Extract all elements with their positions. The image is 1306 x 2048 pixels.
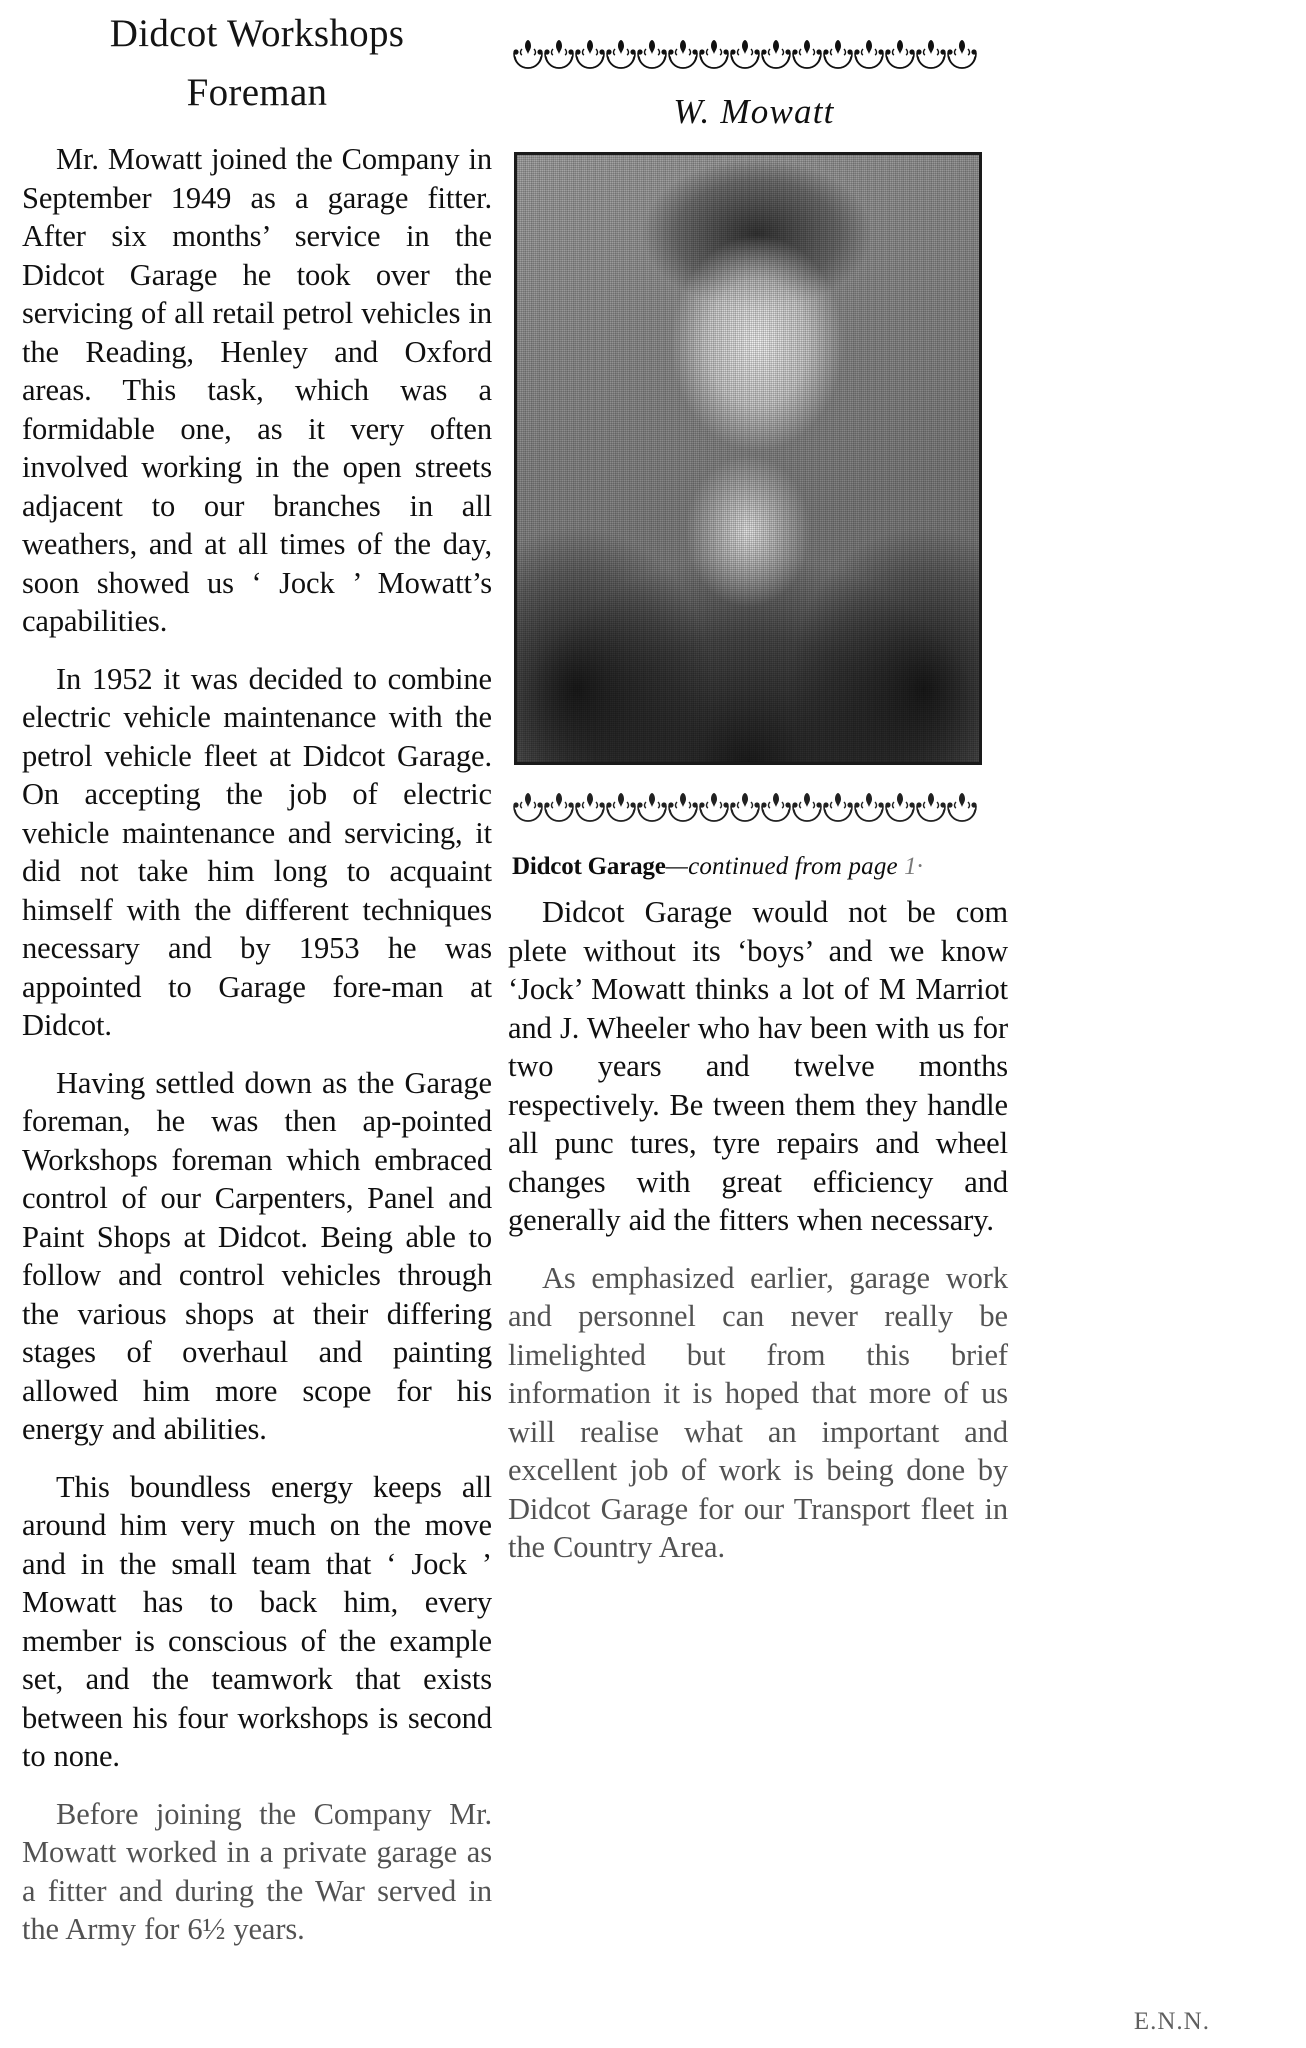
body-paragraph: Didcot Garage would not be com plete without its ‘boys’ and we know ‘Jock’ Mowatt thinks a lot of M Marriot and J. Wheeler who hav been with us for two years and twelve months respectively. Be tween them they handle all punc tures, tyre repairs and wheel changes with great efficiency and generally aid the fitters when necessary. <box>508 895 1008 1237</box>
continued-label: continued from page <box>688 853 898 880</box>
continued-page-number: 1· <box>904 853 923 880</box>
body-paragraph: Before joining the Company Mr. Mowatt worked in a private garage as a fitter and during the War served in the Army for 6½ years. <box>22 1796 492 1946</box>
continued-dash: — <box>665 853 689 880</box>
portrait-caption: W. Mowatt <box>673 92 835 131</box>
page-title <box>22 0 492 122</box>
scan-edge-fade <box>1228 0 1306 2048</box>
scan-grain-texture <box>517 155 979 762</box>
left-column <box>22 0 492 2048</box>
ornamental-divider-bottom <box>512 787 990 827</box>
right-column <box>508 0 1008 2048</box>
headline-line-1: Didcot Workshops <box>109 12 405 55</box>
continued-article-title: Didcot Garage <box>512 853 666 880</box>
portrait-photograph <box>514 152 982 765</box>
author-initials: E.N.N. <box>1133 2008 1210 2035</box>
ornamental-divider-top <box>512 34 990 74</box>
headline-line-2: Foreman <box>186 71 328 114</box>
body-paragraph: Having settled down as the Garage foreman, he was then ap-pointed Workshops foreman which embraced control of our Carpenters, Panel and Paint Shops at Didcot. Being able to follow and control vehicles through the various shops at their differing stages of overhaul and painting allowed him more scope for his energy and abilities. <box>22 1065 492 1446</box>
scan-edge-clip <box>1290 0 1306 2048</box>
body-paragraph: As emphasized earlier, garage work and personnel can never really be limelighted but from this brief information it is hoped that more of us will realise what an important and excellent job of work is being done by Didcot Garage for our Transport fleet in the Country Area. <box>508 1260 1008 1564</box>
body-paragraph: In 1952 it was decided to combine electric vehicle maintenance with the petrol vehicle fleet at Didcot Garage. On accepting the job of electric vehicle maintenance and servicing, it did not take him long to acquaint himself with the different techniques necessary and by 1953 he was appointed to Garage fore-man at Didcot. <box>22 661 492 1042</box>
body-paragraph: This boundless energy keeps all around him very much on the move and in the small team that ‘ Jock ’ Mowatt has to back him, every member is conscious of the example set, and the teamwork that exists between his four workshops is second to none. <box>22 1469 492 1773</box>
body-paragraph: Mr. Mowatt joined the Company in September 1949 as a garage fitter. After six months’ service in the Didcot Garage he took over the servicing of all retail petrol vehicles in the Reading, Henley and Oxford areas. This task, which was a formidable one, as it very often involved working in the open streets adjacent to our branches in all weathers, and at all times of the day, soon showed us ‘ Jock ’ Mowatt’s capabilities. <box>22 142 492 638</box>
continued-from-header <box>512 851 1008 883</box>
